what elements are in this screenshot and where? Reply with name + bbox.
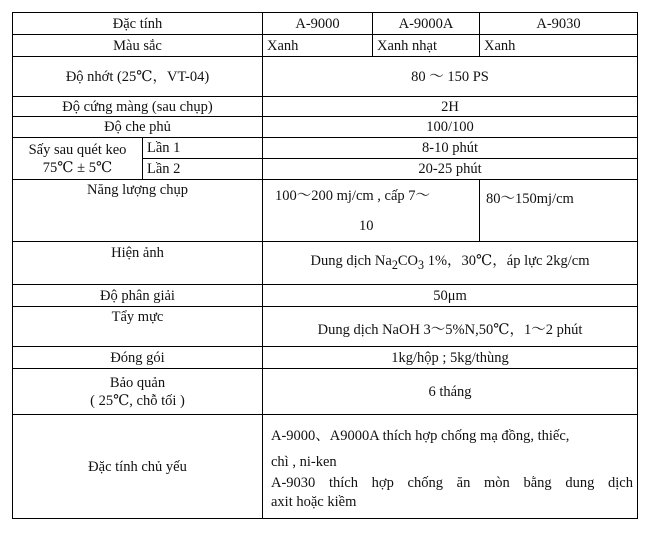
viscosity-label: Độ nhớt (25℃，VT-04) <box>13 57 263 97</box>
exposure-label: Năng lượng chụp <box>13 180 263 242</box>
storage-label-line1: Bảo quản <box>109 374 166 391</box>
main-features-value <box>263 415 638 519</box>
viscosity-value: 80 ～ 150 PS <box>263 57 638 97</box>
coverage-label: Độ che phủ <box>13 117 263 138</box>
drying-label <box>13 138 143 180</box>
main-features-line3: A-9030 thích hợp chống ăn mòn bằng dung dịch <box>271 474 633 491</box>
resolution-label: Độ phân giải <box>13 285 263 307</box>
stripping-label: Tẩy mực <box>13 307 263 347</box>
color-a9030: Xanh <box>480 35 638 57</box>
resolution-value: 50μm <box>263 285 638 307</box>
hardness-value: 2H <box>263 97 638 117</box>
main-features-line1: A-9000、A9000A thích hợp chống mạ đồng, thiếc, <box>271 427 570 444</box>
color-a9000: Xanh <box>263 35 373 57</box>
developing-text-3: 1%，30℃，áp lực 2kg/cm <box>424 253 590 270</box>
hardness-label: Độ cứng màng (sau chụp) <box>13 97 263 117</box>
developing-label: Hiện ảnh <box>13 242 263 285</box>
exposure-value-a9000 <box>263 180 480 242</box>
developing-sub-1: 2 <box>391 257 398 272</box>
developing-text-2: CO <box>397 253 419 270</box>
header-a9030: A-9030 <box>480 13 638 35</box>
storage-label-line2: ( 25℃, chỗ tối ) <box>90 392 185 409</box>
storage-label <box>13 369 263 415</box>
table-row-main-features <box>13 415 638 519</box>
table-row-exposure <box>13 180 638 242</box>
table-row-stripping <box>13 307 638 347</box>
table-row-header <box>13 13 638 35</box>
table-row-developing <box>13 242 638 285</box>
table-row-resolution <box>13 285 638 307</box>
table-row-hardness <box>13 97 638 117</box>
table-row-packaging <box>13 347 638 369</box>
main-features-line4: axit hoặc kiềm <box>271 493 357 510</box>
color-a9000a: Xanh nhạt <box>373 35 480 57</box>
header-property: Đặc tính <box>13 13 263 35</box>
header-a9000a: A-9000A <box>373 13 480 35</box>
exposure-value-a9030: 80～150mj/cm <box>480 180 638 242</box>
drying-pass2-label: Lần 2 <box>143 159 263 180</box>
drying-pass2-value: 20-25 phút <box>263 159 638 180</box>
packaging-value: 1kg/hộp ; 5kg/thùng <box>263 347 638 369</box>
table-row-drying-1 <box>13 138 638 159</box>
main-features-label: Đặc tính chủ yếu <box>13 415 263 519</box>
table-row-storage <box>13 369 638 415</box>
storage-value: 6 tháng <box>263 369 638 415</box>
drying-label-line1: Sấy sau quét keo <box>28 141 127 158</box>
table-row-viscosity <box>13 57 638 97</box>
developing-sub-2: 3 <box>418 257 425 272</box>
coverage-value: 100/100 <box>263 117 638 138</box>
table-row-color <box>13 35 638 57</box>
drying-pass1-value: 8-10 phút <box>263 138 638 159</box>
table-row-coverage <box>13 117 638 138</box>
main-features-line2: chì , ni-ken <box>271 453 337 470</box>
exposure-value-line1: 100～200 mj/cm , cấp 7～ <box>275 187 431 204</box>
spec-table <box>12 12 638 519</box>
header-a9000: A-9000 <box>263 13 373 35</box>
drying-label-line2: 75℃ ± 5℃ <box>42 159 113 176</box>
drying-pass1-label: Lần 1 <box>143 138 263 159</box>
stripping-value: Dung dịch NaOH 3～5%N,50℃，1～2 phút <box>263 307 638 347</box>
packaging-label: Đóng gói <box>13 347 263 369</box>
color-label: Màu sắc <box>13 35 263 57</box>
exposure-value-line2: 10 <box>359 217 374 234</box>
developing-value <box>263 242 638 285</box>
developing-text-1: Dung dịch Na <box>310 253 392 270</box>
